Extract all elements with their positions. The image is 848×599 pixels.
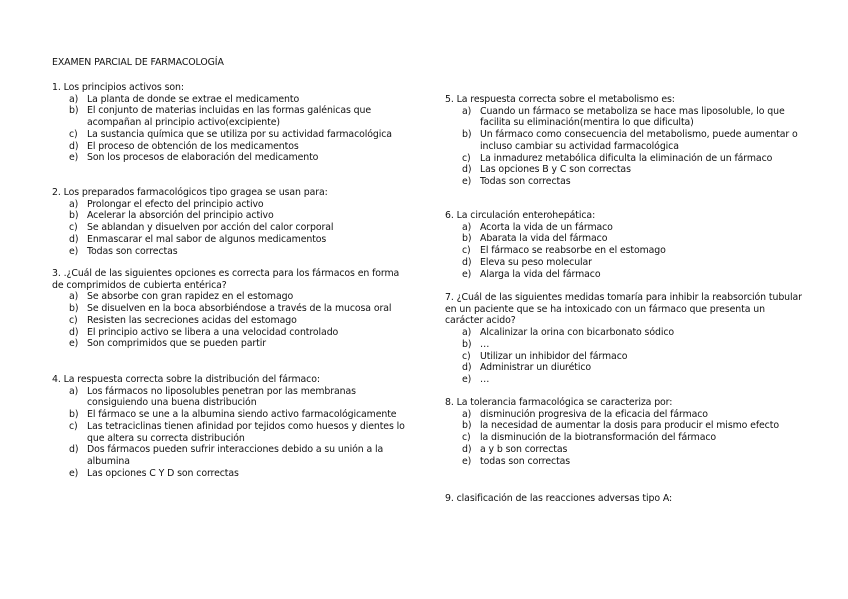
option-text: Alcalinizar la orina con bicarbonato sódico bbox=[480, 327, 675, 339]
option-letter: c) bbox=[69, 128, 78, 140]
answer-option bbox=[52, 234, 407, 246]
option-letter: a) bbox=[462, 327, 472, 339]
option-text: la necesidad de aumentar la dosis para producir el mismo efecto bbox=[480, 420, 779, 432]
answer-option bbox=[52, 246, 407, 258]
option-letter: a) bbox=[69, 198, 79, 210]
answer-options bbox=[52, 94, 407, 164]
answer-option bbox=[445, 257, 800, 269]
answer-options bbox=[445, 409, 800, 468]
answer-option bbox=[52, 105, 407, 128]
answer-option bbox=[445, 164, 800, 176]
option-letter: d) bbox=[69, 326, 79, 338]
answer-options bbox=[445, 106, 800, 188]
option-text: Resisten las secreciones acidas del estomago bbox=[87, 314, 297, 326]
answer-option bbox=[52, 327, 407, 339]
option-text: Alarga la vida del fármaco bbox=[480, 268, 601, 280]
answer-option bbox=[52, 291, 407, 303]
answer-option bbox=[445, 374, 805, 386]
option-text: Las tetraciclinas tienen afinidad por tejidos como huesos y dientes lo que altera su correcta distribución bbox=[87, 420, 405, 444]
option-text: El fármaco se reabsorbe en el estomago bbox=[480, 245, 666, 257]
question-2 bbox=[52, 187, 407, 257]
answer-option bbox=[52, 338, 407, 350]
option-letter: a) bbox=[69, 385, 79, 397]
question-6 bbox=[445, 210, 800, 280]
answer-options bbox=[445, 222, 800, 281]
answer-option bbox=[52, 141, 407, 153]
answer-option bbox=[52, 409, 407, 421]
option-letter: e) bbox=[462, 373, 472, 385]
option-letter: c) bbox=[69, 420, 78, 432]
question-5 bbox=[445, 94, 800, 188]
answer-options bbox=[52, 199, 407, 258]
answer-option bbox=[52, 210, 407, 222]
option-text: Son los procesos de elaboración del medicamento bbox=[87, 152, 319, 164]
question-text: 5. La respuesta correcta sobre el metabolismo es: bbox=[445, 94, 675, 105]
option-letter: d) bbox=[69, 140, 79, 152]
question-text: 2. Los preparados farmacológicos tipo gragea se usan para: bbox=[52, 187, 328, 198]
option-text: Son comprimidos que se pueden partir bbox=[87, 338, 266, 350]
answer-option bbox=[445, 129, 800, 152]
option-text: … bbox=[480, 373, 490, 385]
option-letter: a) bbox=[462, 105, 472, 117]
option-letter: e) bbox=[69, 338, 79, 350]
option-letter: e) bbox=[462, 175, 472, 187]
question-text: 3. .¿Cuál de las siguientes opciones es correcta para los fármacos en forma de comprimidos de cubierta entérica? bbox=[52, 268, 400, 291]
option-text: Enmascarar el mal sabor de algunos medicamentos bbox=[87, 233, 327, 245]
answer-option bbox=[52, 444, 407, 467]
answer-option bbox=[52, 152, 407, 164]
answer-option bbox=[52, 129, 407, 141]
question-3 bbox=[52, 268, 407, 350]
answer-option bbox=[445, 269, 800, 281]
option-letter: b) bbox=[69, 210, 79, 222]
answer-option bbox=[445, 339, 805, 351]
option-text: a y b son correctas bbox=[480, 443, 568, 455]
option-text: Acelerar la absorción del principio activo bbox=[87, 210, 274, 222]
question-text: 1. Los principios activos son: bbox=[52, 82, 184, 93]
option-text: Cuando un fármaco se metaboliza se hace mas liposoluble, lo que facilita su eliminación(mentira lo que dificulta) bbox=[480, 105, 785, 129]
option-text: Administrar un diurético bbox=[480, 362, 592, 374]
option-text: El conjunto de materias incluidas en las formas galénicas que acompañan al principio activo(excipiente) bbox=[87, 105, 372, 129]
option-letter: d) bbox=[462, 256, 472, 268]
option-text: Las opciones C Y D son correctas bbox=[87, 467, 239, 479]
option-letter: e) bbox=[69, 467, 79, 479]
option-text: todas son correctas bbox=[480, 455, 571, 467]
option-text: Todas son correctas bbox=[480, 175, 571, 187]
answer-option bbox=[445, 444, 800, 456]
option-letter: c) bbox=[462, 245, 471, 257]
option-text: Utilizar un inhibidor del fármaco bbox=[480, 350, 628, 362]
option-text: El fármaco se une a la albumina siendo activo farmacológicamente bbox=[87, 409, 397, 421]
option-text: la disminución de la biotransformación del fármaco bbox=[480, 432, 717, 444]
option-letter: e) bbox=[462, 268, 472, 280]
option-letter: d) bbox=[462, 164, 472, 176]
option-text: Las opciones B y C son correctas bbox=[480, 164, 631, 176]
option-letter: c) bbox=[462, 152, 471, 164]
answer-options bbox=[52, 291, 407, 350]
question-8 bbox=[445, 397, 800, 467]
option-letter: c) bbox=[462, 432, 471, 444]
answer-option bbox=[445, 456, 800, 468]
option-text: La planta de donde se extrae el medicamento bbox=[87, 93, 300, 105]
answer-option bbox=[52, 315, 407, 327]
answer-options bbox=[445, 327, 805, 386]
answer-option bbox=[445, 351, 805, 363]
option-letter: c) bbox=[462, 350, 471, 362]
option-text: Acorta la vida de un fármaco bbox=[480, 221, 613, 233]
answer-option bbox=[445, 153, 800, 165]
question-text: 8. La tolerancia farmacológica se caracteriza por: bbox=[445, 397, 673, 408]
option-letter: b) bbox=[462, 338, 472, 350]
answer-option bbox=[445, 245, 800, 257]
answer-option bbox=[52, 303, 407, 315]
option-letter: a) bbox=[462, 221, 472, 233]
option-text: Se disuelven en la boca absorbiéndose a través de la mucosa oral bbox=[87, 303, 392, 315]
question-text: 4. La respuesta correcta sobre la distribución del fármaco: bbox=[52, 374, 320, 385]
question-9 bbox=[445, 493, 800, 505]
option-text: El proceso de obtención de los medicamentos bbox=[87, 140, 299, 152]
option-letter: b) bbox=[462, 129, 472, 141]
option-text: … bbox=[480, 338, 490, 350]
question-text: 9. clasificación de las reacciones adversas tipo A: bbox=[445, 493, 673, 504]
option-letter: b) bbox=[462, 233, 472, 245]
option-letter: d) bbox=[462, 443, 472, 455]
answer-option bbox=[445, 106, 800, 129]
option-letter: d) bbox=[69, 233, 79, 245]
answer-option bbox=[52, 222, 407, 234]
answer-option bbox=[52, 421, 407, 444]
option-letter: b) bbox=[69, 409, 79, 421]
answer-option bbox=[445, 233, 800, 245]
question-7 bbox=[445, 292, 805, 386]
option-letter: d) bbox=[462, 362, 472, 374]
option-letter: e) bbox=[69, 152, 79, 164]
option-text: Dos fármacos pueden sufrir interacciones debido a su unión a la albumina bbox=[87, 444, 384, 467]
option-letter: b) bbox=[69, 303, 79, 315]
answer-option bbox=[52, 199, 407, 211]
answer-option bbox=[445, 327, 805, 339]
answer-option bbox=[445, 222, 800, 234]
option-text: Se absorbe con gran rapidez en el estomago bbox=[87, 291, 294, 303]
option-text: Se ablandan y disuelven por acción del calor corporal bbox=[87, 222, 334, 234]
option-letter: c) bbox=[69, 314, 78, 326]
option-letter: b) bbox=[462, 420, 472, 432]
option-text: Prolongar el efecto del principio activo bbox=[87, 198, 264, 210]
option-letter: e) bbox=[69, 245, 79, 257]
option-letter: c) bbox=[69, 222, 78, 234]
option-letter: a) bbox=[462, 408, 472, 420]
option-letter: a) bbox=[69, 93, 79, 105]
answer-option bbox=[445, 432, 800, 444]
question-4 bbox=[52, 374, 407, 479]
option-text: Un fármaco como consecuencia del metabolismo, puede aumentar o incluso cambiar su actividad farmacológica bbox=[480, 129, 798, 152]
question-text: 6. La circulación enterohepática: bbox=[445, 210, 596, 221]
answer-option bbox=[52, 468, 407, 480]
answer-option bbox=[445, 176, 800, 188]
option-letter: a) bbox=[69, 291, 79, 303]
option-text: Eleva su peso molecular bbox=[480, 256, 592, 268]
answer-option bbox=[52, 94, 407, 106]
answer-option bbox=[445, 362, 805, 374]
answer-option bbox=[52, 386, 407, 409]
document-title: EXAMEN PARCIAL DE FARMACOLOGÍA bbox=[52, 57, 224, 68]
question-text: 7. ¿Cuál de las siguientes medidas tomaría para inhibir la reabsorción tubular en un paciente que se ha intoxicado con un fármaco que presenta un carácter acido? bbox=[445, 292, 802, 327]
option-letter: b) bbox=[69, 105, 79, 117]
answer-options bbox=[52, 386, 407, 480]
option-text: La sustancia química que se utiliza por su actividad farmacológica bbox=[87, 128, 392, 140]
option-text: Abarata la vida del fármaco bbox=[480, 233, 608, 245]
option-text: La inmadurez metabólica dificulta la eliminación de un fármaco bbox=[480, 152, 773, 164]
option-letter: d) bbox=[69, 444, 79, 456]
answer-option bbox=[445, 409, 800, 421]
option-text: disminución progresiva de la eficacia del fármaco bbox=[480, 408, 708, 420]
option-letter: e) bbox=[462, 455, 472, 467]
option-text: El principio activo se libera a una velocidad controlado bbox=[87, 326, 339, 338]
answer-option bbox=[445, 420, 800, 432]
option-text: Todas son correctas bbox=[87, 245, 178, 257]
question-1 bbox=[52, 82, 407, 164]
option-text: Los fármacos no liposolubles penetran por las membranas consiguiendo una buena distribución bbox=[87, 385, 356, 409]
